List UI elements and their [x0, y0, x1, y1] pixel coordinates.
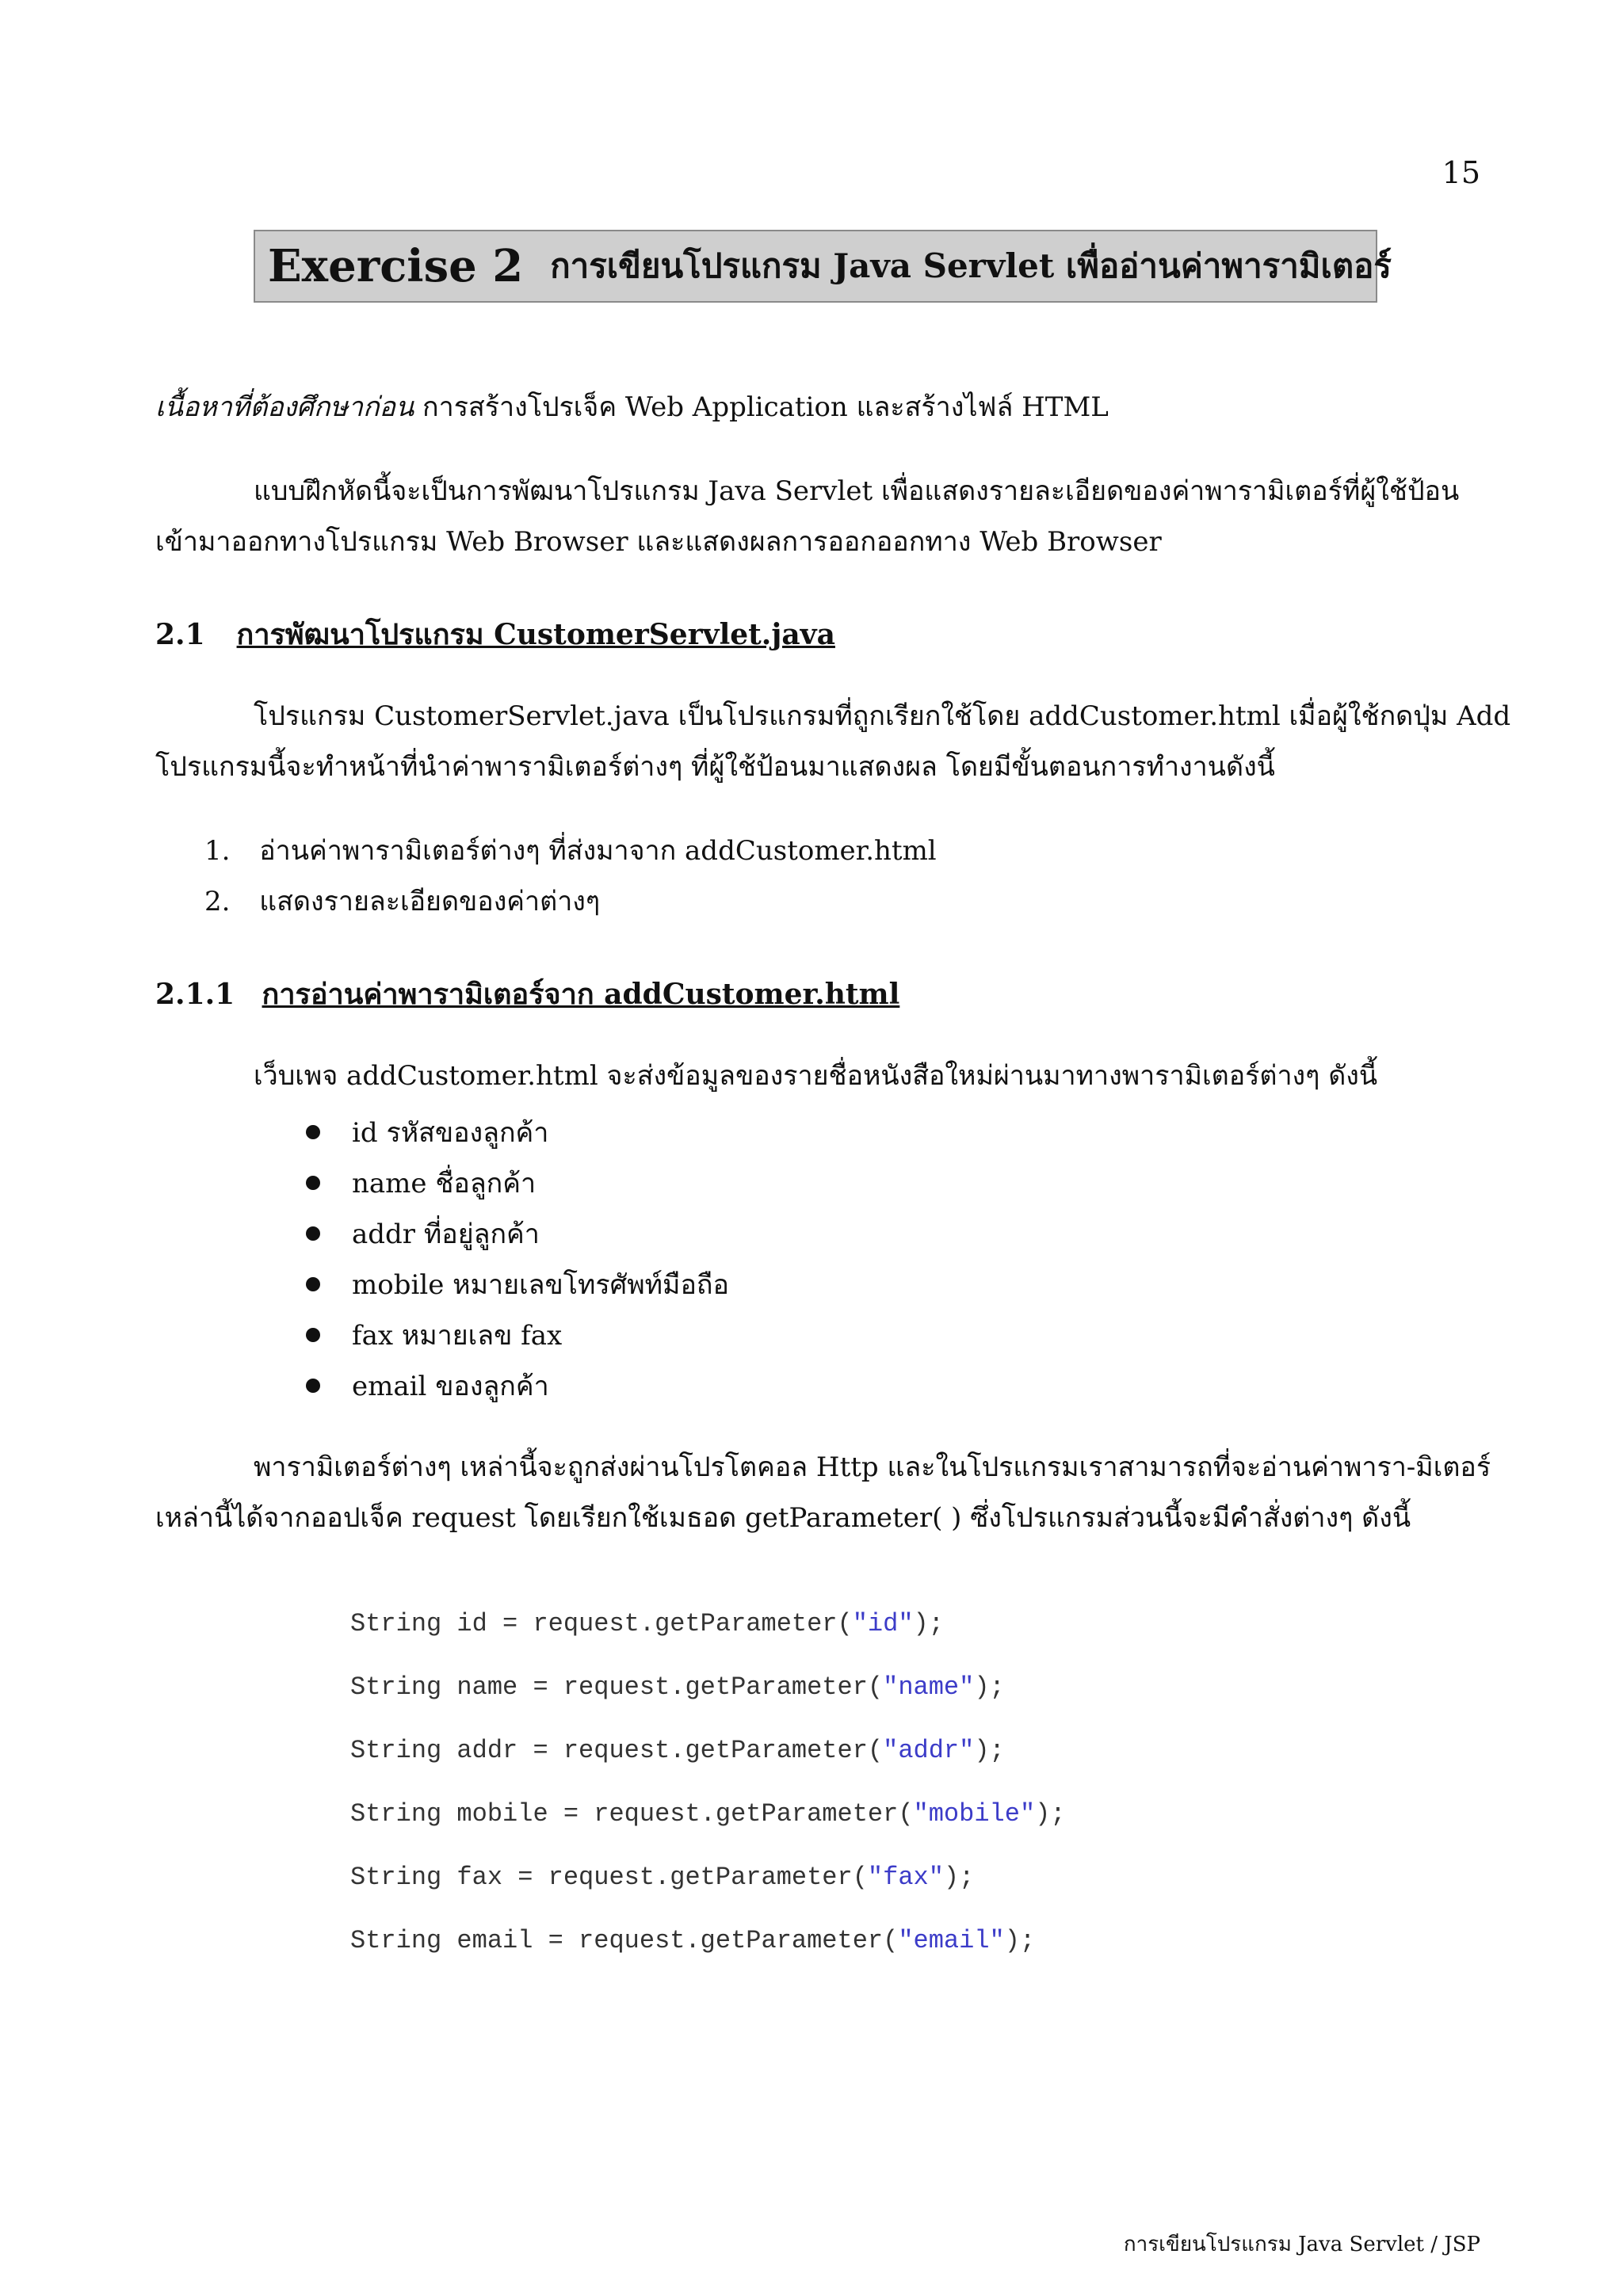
code-line: String name = request.getParameter("name");	[350, 1672, 1005, 1702]
section-2-1-1-para-line-2: เหล่านี้ได้จากออปเจ็ค request โดยเรียกใช้เมธอด getParameter( ) ซึ่งโปรแกรมส่วนนี้จะมีคำสั่งต่างๆ ดังนี้	[155, 1502, 1411, 1534]
bullet-text: id รหัสของลูกค้า	[352, 1117, 549, 1149]
code-line: String fax = request.getParameter("fax");	[350, 1863, 975, 1892]
page-number: 15	[1442, 155, 1480, 190]
step-2-text: แสดงรายละเอียดของค่าต่างๆ	[259, 886, 601, 917]
prerequisite-text: การสร้างโปรเจ็ค Web Application และสร้างไฟล์ HTML	[422, 391, 1109, 423]
section-2-1-1-para-line-1: พารามิเตอร์ต่างๆ เหล่านี้จะถูกส่งผ่านโปรโตคอล Http และในโปรแกรมเราสามารถที่จะอ่านค่าพารา-มิเตอร์	[254, 1451, 1491, 1483]
step-2-number: 2.	[204, 886, 231, 917]
intro-line-2: เข้ามาออกทางโปรแกรม Web Browser และแสดงผลการออกออกทาง Web Browser	[155, 526, 1162, 558]
intro-line-1: แบบฝึกหัดนี้จะเป็นการพัฒนาโปรแกรม Java Servlet เพื่อแสดงรายละเอียดของค่าพารามิเตอร์ที่ผู้ใช้ป้อน	[254, 475, 1460, 507]
bullet-item	[306, 1212, 540, 1255]
step-1	[204, 829, 937, 873]
bullet-text: addr ที่อยู่ลูกค้า	[352, 1219, 540, 1250]
bullet-item	[306, 1111, 548, 1154]
bullet-dot	[306, 1277, 320, 1291]
code-block	[350, 1577, 1066, 1989]
page-footer: การเขียนโปรแกรม Java Servlet / JSP	[1123, 2233, 1480, 2256]
step-1-number: 1.	[204, 835, 231, 867]
prerequisite-label: เนื้อหาที่ต้องศึกษาก่อน	[155, 391, 414, 423]
exercise-title-main: Exercise 2	[268, 240, 524, 292]
bullet-dot	[306, 1176, 320, 1190]
bullet-item	[306, 1364, 549, 1407]
section-2-1-1-title: การอ่านค่าพารามิเตอร์จาก addCustomer.html	[262, 978, 900, 1011]
section-2-1-title: การพัฒนาโปรแกรม CustomerServlet.java	[236, 618, 835, 651]
bullet-text: mobile หมายเลขโทรศัพท์มือถือ	[352, 1269, 729, 1301]
bullet-text: fax หมายเลข fax	[352, 1320, 563, 1352]
code-line: String email = request.getParameter("email");	[350, 1926, 1036, 1955]
bullet-item	[306, 1314, 562, 1356]
section-2-1-1-heading	[155, 971, 899, 1016]
prerequisite	[155, 385, 1109, 429]
exercise-title-box	[254, 230, 1392, 303]
bullet-dot	[306, 1226, 320, 1241]
step-1-text: อ่านค่าพารามิเตอร์ต่างๆ ที่ส่งมาจาก addCustomer.html	[259, 835, 937, 867]
bullet-item	[306, 1263, 729, 1306]
bullet-text: name ชื่อลูกค้า	[352, 1168, 537, 1199]
code-line: String id = request.getParameter("id");	[350, 1609, 944, 1638]
bullet-dot	[306, 1125, 320, 1139]
bullet-dot	[306, 1379, 320, 1393]
section-2-1-number: 2.1	[155, 618, 205, 651]
code-line: String mobile = request.getParameter("mobile");	[350, 1799, 1066, 1829]
section-2-1-heading	[155, 612, 835, 657]
section-2-1-1-intro: เว็บเพจ addCustomer.html จะส่งข้อมูลของรายชื่อหนังสือใหม่ผ่านมาทางพารามิเตอร์ต่างๆ ดังนี้	[254, 1060, 1378, 1092]
bullet-item	[306, 1161, 536, 1204]
section-2-1-1-number: 2.1.1	[155, 978, 235, 1011]
code-line: String addr = request.getParameter("addr");	[350, 1736, 1005, 1765]
section-2-1-para-line-2: โปรแกรมนี้จะทำหน้าที่นำค่าพารามิเตอร์ต่างๆ ที่ผู้ใช้ป้อนมาแสดงผล โดยมีขั้นตอนการทำงานดังนี้	[155, 751, 1275, 783]
bullet-dot	[306, 1328, 320, 1342]
section-2-1-para-line-1: โปรแกรม CustomerServlet.java เป็นโปรแกรมที่ถูกเรียกใช้โดย addCustomer.html เมื่อผู้ใช้กดปุ่ม Add	[254, 700, 1511, 732]
step-2	[204, 879, 600, 924]
bullet-text: email ของลูกค้า	[352, 1371, 549, 1402]
exercise-title-sub: การเขียนโปรแกรม Java Servlet เพื่ออ่านค่าพารามิเตอร์	[550, 246, 1392, 285]
